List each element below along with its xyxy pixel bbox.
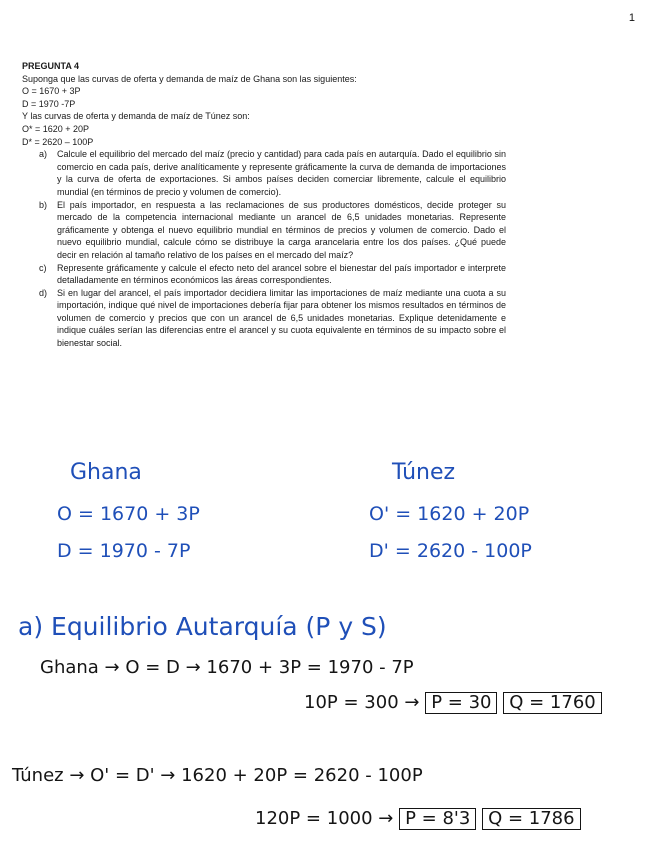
ghana-price-result: P = 30 [425, 692, 497, 714]
ghana-supply-equation: O = 1670 + 3P [22, 86, 81, 97]
tunez-supply-equation: O* = 1620 + 20P [22, 123, 90, 134]
intro-text: Suponga que las curvas de oferta y demanda de maíz de Ghana son las siguientes: [22, 73, 357, 84]
intro-text-2: Y las curvas de oferta y demanda de maíz de Túnez son: [22, 111, 250, 122]
question-item [22, 199, 506, 262]
ghana-solve-step: 10P = 300 → [304, 692, 420, 713]
tunez-solve-step: 120P = 1000 → [255, 808, 394, 829]
question-text: Calcule el equilibrio del mercado del maíz (precio y cantidad) para cada país en autarquía. Dado el equilibrio sin comercio en cada país, derive analíticamente y represente gráficamente la curva de demanda de importaciones y la curva de oferta de exportaciones. Si ambos países deciden comerciar libremente, calcule el equilibrio mundial (en términos de precio y volumen de comercio). [57, 149, 506, 197]
ghana-demand-equation: D = 1970 -7P [22, 98, 76, 109]
question-list [22, 148, 506, 350]
tunez-price-result: P = 8'3 [399, 808, 476, 830]
question-text: El país importador, en respuesta a las reclamaciones de sus productores domésticos, decide proteger su mercado de la competencia internacional mediante un arancel de 6,5 unidades monetarias. Represente gráficamente y obtenga el nuevo equilibrio mundial en términos de precios y volumen de comercio. Dado el nuevo equilibrio mundial, calcule cómo se distribuye la carga arancelaria entre los dos países. ¿Qué puede decir en relación al tamaño relativo de los países en el mercado del maíz? [57, 199, 506, 260]
tunez-solution-line [255, 808, 581, 830]
ghana-demand-note: D = 1970 - 7P [57, 540, 191, 562]
question-item [22, 148, 506, 198]
ghana-label: Ghana [70, 460, 142, 485]
section-a-heading: a) Equilibrio Autarquía (P y S) [18, 612, 387, 641]
problem-title: PREGUNTA 4 [22, 61, 80, 71]
question-item [22, 287, 506, 350]
question-text: Represente gráficamente y calcule el efecto neto del arancel sobre el bienestar del país importador e interprete detalladamente en términos económicos las áreas correspondientes. [57, 262, 506, 286]
problem-statement [22, 60, 506, 350]
question-marker: b) [39, 199, 48, 210]
ghana-equilibrium-line: Ghana → O = D → 1670 + 3P = 1970 - 7P [40, 657, 414, 678]
tunez-equilibrium-line: Túnez → O' = D' → 1620 + 20P = 2620 - 100P [12, 765, 423, 786]
question-marker: c) [39, 262, 47, 273]
page-number: 1 [628, 12, 635, 24]
ghana-solution-line [304, 692, 602, 714]
question-item [22, 262, 506, 287]
question-marker: d) [39, 287, 48, 298]
question-text: Si en lugar del arancel, el país importador decidiera limitar las importaciones de maíz mediante una cuota a su importación, indique qué nivel de importaciones debería fijar para obtener los mismos resultados en términos de volumen de comercio y precios que con un arancel de 6,5 unidades monetarias. Explique detenidamente e indique cuáles serían las diferencias entre el arancel y su cuota equivalente en términos de su impacto sobre el bienestar social. [57, 287, 506, 349]
tunez-demand-note: D' = 2620 - 100P [369, 540, 532, 562]
tunez-demand-equation: D* = 2620 – 100P [22, 136, 94, 147]
ghana-quantity-result: Q = 1760 [503, 692, 602, 714]
question-marker: a) [39, 149, 48, 160]
tunez-quantity-result: Q = 1786 [482, 808, 581, 830]
tunez-label: Túnez [392, 460, 456, 485]
ghana-supply-note: O = 1670 + 3P [57, 503, 200, 525]
tunez-supply-note: O' = 1620 + 20P [369, 503, 530, 525]
